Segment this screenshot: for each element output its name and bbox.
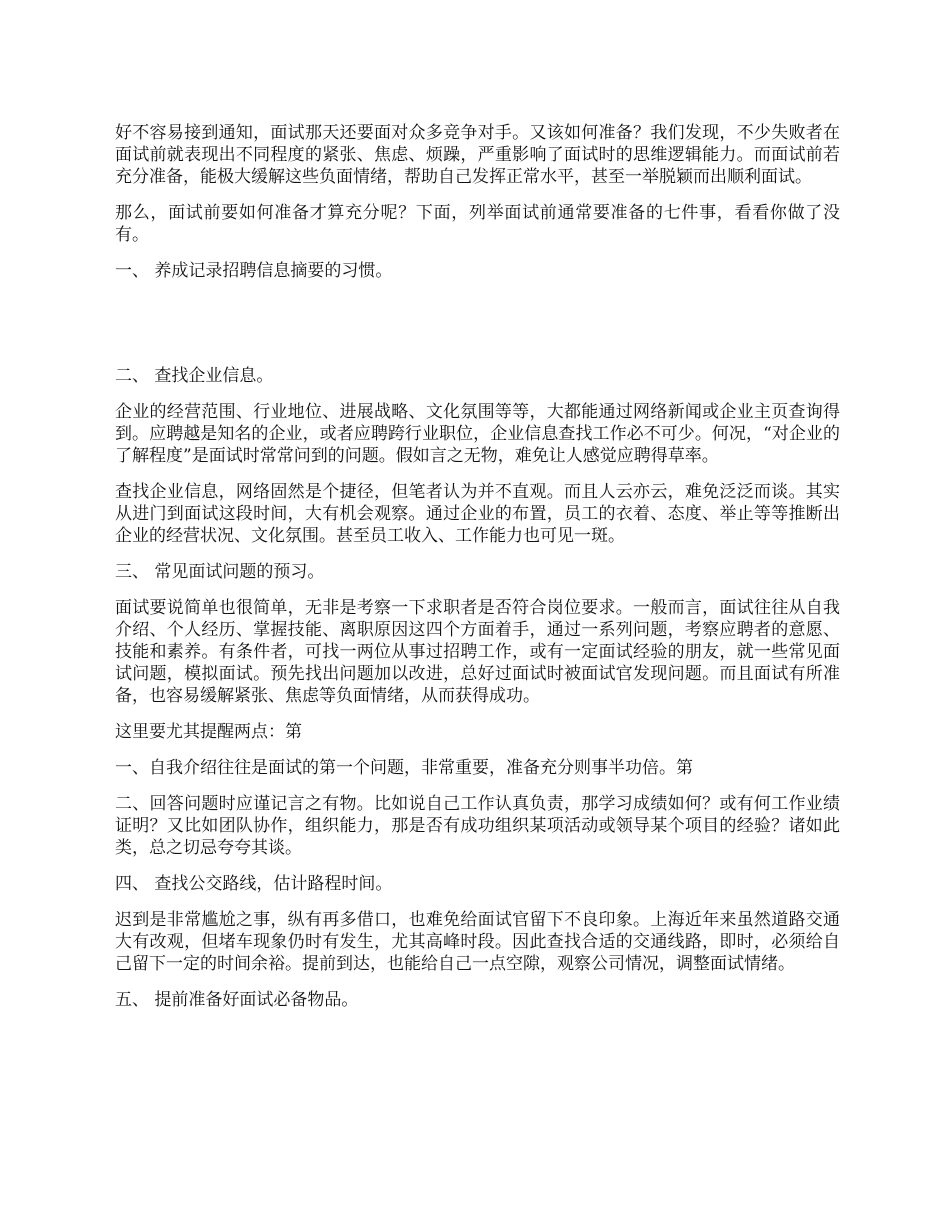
section-heading-5: 五、 提前准备好面试必备物品。 [115,990,359,1010]
blank-space [115,296,840,365]
question-paragraph: 那么，面试前要如何准备才算充分呢？下面，列举面试前通常要准备的七件事，看看你做了没有。 [115,203,840,245]
section-heading-4: 四、 查找公交路线，估计路程时间。 [115,874,393,894]
section-3-paragraph-1: 面试要说简单也很简单，无非是考察一下求职者是否符合岗位要求。一般而言，面试往往从自我介绍、个人经历、掌握技能、离职原因这四个方面着手，通过一系列问题，考察应聘者的意愿、技能和素养。有条件者，可找一两位从事过招聘工作，或有一定面试经验的朋友，就一些常见面试问题，模拟面试。预先找出问题加以改进，总好过面试时被面试官发现问题。而且面试有所准备，也容易缓解紧张、焦虑等负面情绪，从而获得成功。 [115,598,840,706]
section-2-paragraph-2: 查找企业信息，网络固然是个捷径，但笔者认为并不直观。而且人云亦云，难免泛泛而谈。其实从进门到面试这段时间，大有机会观察。通过企业的布置，员工的衣着、态度、举止等等推断出企业的经营状况、文化氛围。甚至员工收入、工作能力也可见一斑。 [115,482,840,546]
section-3-paragraph-3: 一、自我介绍往往是面试的第一个问题，非常重要，准备充分则事半功倍。第 [115,758,693,778]
section-4-paragraph-1: 迟到是非常尴尬之事，纵有再多借口，也难免给面试官留下不良印象。上海近年来虽然道路交通大有改观，但堵车现象仍时有发生，尤其高峰时段。因此查找合适的交通线路，即时，必须给自己留下一定的时间余裕。提前到达，也能给自己一点空隙，观察公司情况，调整面试情绪。 [115,910,840,974]
section-3-paragraph-4: 二、回答问题时应谨记言之有物。比如说自己工作认真负责，那学习成绩如何？或有何工作业绩证明？又比如团队协作，组织能力，那是否有成功组织某项活动或领导某个项目的经验？诸如此类，总之切忌夸夸其谈。 [115,794,840,858]
section-heading-1: 一、 养成记录招聘信息摘要的习惯。 [115,261,393,281]
section-2-paragraph-1: 企业的经营范围、行业地位、进展战略、文化氛围等等，大都能通过网络新闻或企业主页查询得到。应聘越是知名的企业，或者应聘跨行业职位，企业信息查找工作必不可少。何况，“对企业的了解程度”是面试时常常问到的问题。假如言之无物，难免让人感觉应聘得草率。 [115,402,840,466]
section-heading-2: 二、 查找企业信息。 [115,366,274,386]
section-heading-3: 三、 常见面试问题的预习。 [115,562,325,582]
section-3-paragraph-2: 这里要尤其提醒两点：第 [115,722,302,742]
document-body [115,122,840,1025]
intro-paragraph: 好不容易接到通知，面试那天还要面对众多竞争对手。又该如何准备？我们发现，不少失败者在面试前就表现出不同程度的紧张、焦虑、烦躁，严重影响了面试时的思维逻辑能力。而面试前若充分准备，能极大缓解这些负面情绪，帮助自己发挥正常水平，甚至一举脱颖而出顺利面试。 [115,123,840,187]
